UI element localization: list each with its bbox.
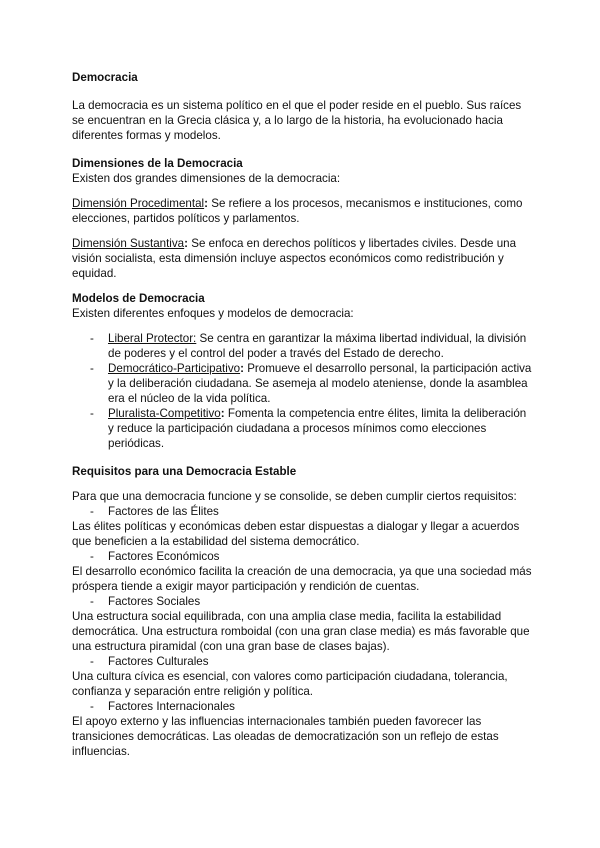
factor-text: Las élites políticas y económicas deben estar dispuestas a dialogar y llegar a acuerdos que beneficien a la estabilidad del sistema democrático.: [72, 520, 520, 548]
dimension-text: Se refiere a los procesos, mecanismos e instituciones, como elecciones, partidos políticos y parlamentos.: [72, 197, 523, 225]
factor-text: El desarrollo económico facilita la creación de una democracia, ya que una sociedad más próspera tiende a exigir mayor participación y rendición de cuentas.: [72, 565, 532, 593]
dimensiones-lead: Existen dos grandes dimensiones de la democracia:: [72, 172, 341, 185]
document-body: [72, 70, 532, 759]
factor-text: El apoyo externo y las influencias internacionales también pueden favorecer las transiciones democráticas. Las oleadas de democratización son un reflejo de estas influencias.: [72, 715, 499, 758]
intro-paragraph: La democracia es un sistema político en el que el poder reside en el pueblo. Sus raíces se encuentran en la Grecia clásica y, a lo largo de la historia, ha evolucionado hacia diferentes formas y modelos.: [72, 99, 522, 142]
modelo-colon: :: [220, 407, 225, 420]
modelos-list: [72, 331, 532, 451]
requisitos-heading: Requisitos para una Democracia Estable: [72, 465, 297, 478]
modelo-liberal-protector: [90, 331, 532, 361]
dimension-term: Dimensión Sustantiva: [72, 237, 185, 250]
dimension-sustantiva: [72, 236, 532, 281]
modelo-text: Fomenta la competencia entre élites, limita la deliberación y reduce la participación ciudadana a procesos mínimos como elecciones periódicas.: [108, 407, 527, 450]
dimensiones-heading: Dimensiones de la Democracia: [72, 157, 243, 170]
modelo-democratico-participativo: [90, 361, 532, 406]
document-title: Democracia: [72, 71, 138, 84]
factor-label: - Factores Internacionales: [72, 699, 532, 714]
modelo-term: Democrático-Participativo: [108, 362, 241, 375]
factor-label: - Factores Económicos: [72, 549, 532, 564]
dimension-colon: :: [204, 197, 208, 210]
factor-text: Una estructura social equilibrada, con una amplia clase media, facilita la estabilidad democrática. Una estructura romboidal (con una gran clase media) es más favorable que una estructura piramidal (con una gran base de clases bajas).: [72, 610, 530, 653]
requisitos-lead: Para que una democracia funcione y se consolide, se deben cumplir ciertos requisitos:: [72, 490, 517, 503]
modelo-term: Liberal Protector:: [108, 332, 197, 345]
factor-text: Una cultura cívica es esencial, con valores como participación ciudadana, tolerancia, confianza y separación entre religión y política.: [72, 670, 508, 698]
dimension-text: Se enfoca en derechos políticos y libertades civiles. Desde una visión socialista, esta dimensión incluye aspectos económicos como redistribución y equidad.: [72, 237, 517, 280]
modelo-text: Promueve el desarrollo personal, la participación activa y la deliberación ciudadana. Se asemeja al modelo ateniense, donde la asamblea era el núcleo de la vida política.: [108, 362, 532, 405]
dimension-procedimental: [72, 196, 532, 226]
dimension-term: Dimensión Procedimental: [72, 197, 205, 210]
modelo-term: Pluralista-Competitivo: [108, 407, 221, 420]
modelo-pluralista-competitivo: [90, 406, 532, 451]
modelo-colon: :: [240, 362, 244, 375]
factor-label: - Factores Sociales: [72, 594, 532, 609]
modelo-text: Se centra en garantizar la máxima libertad individual, la división de poderes y el control del poder a través del Estado de derecho.: [108, 332, 527, 360]
modelos-lead: Existen diferentes enfoques y modelos de democracia:: [72, 307, 354, 320]
dimension-colon: :: [184, 237, 189, 250]
factor-label: - Factores de las Élites: [72, 504, 532, 519]
factor-label: - Factores Culturales: [72, 654, 532, 669]
modelos-heading: Modelos de Democracia: [72, 292, 205, 305]
